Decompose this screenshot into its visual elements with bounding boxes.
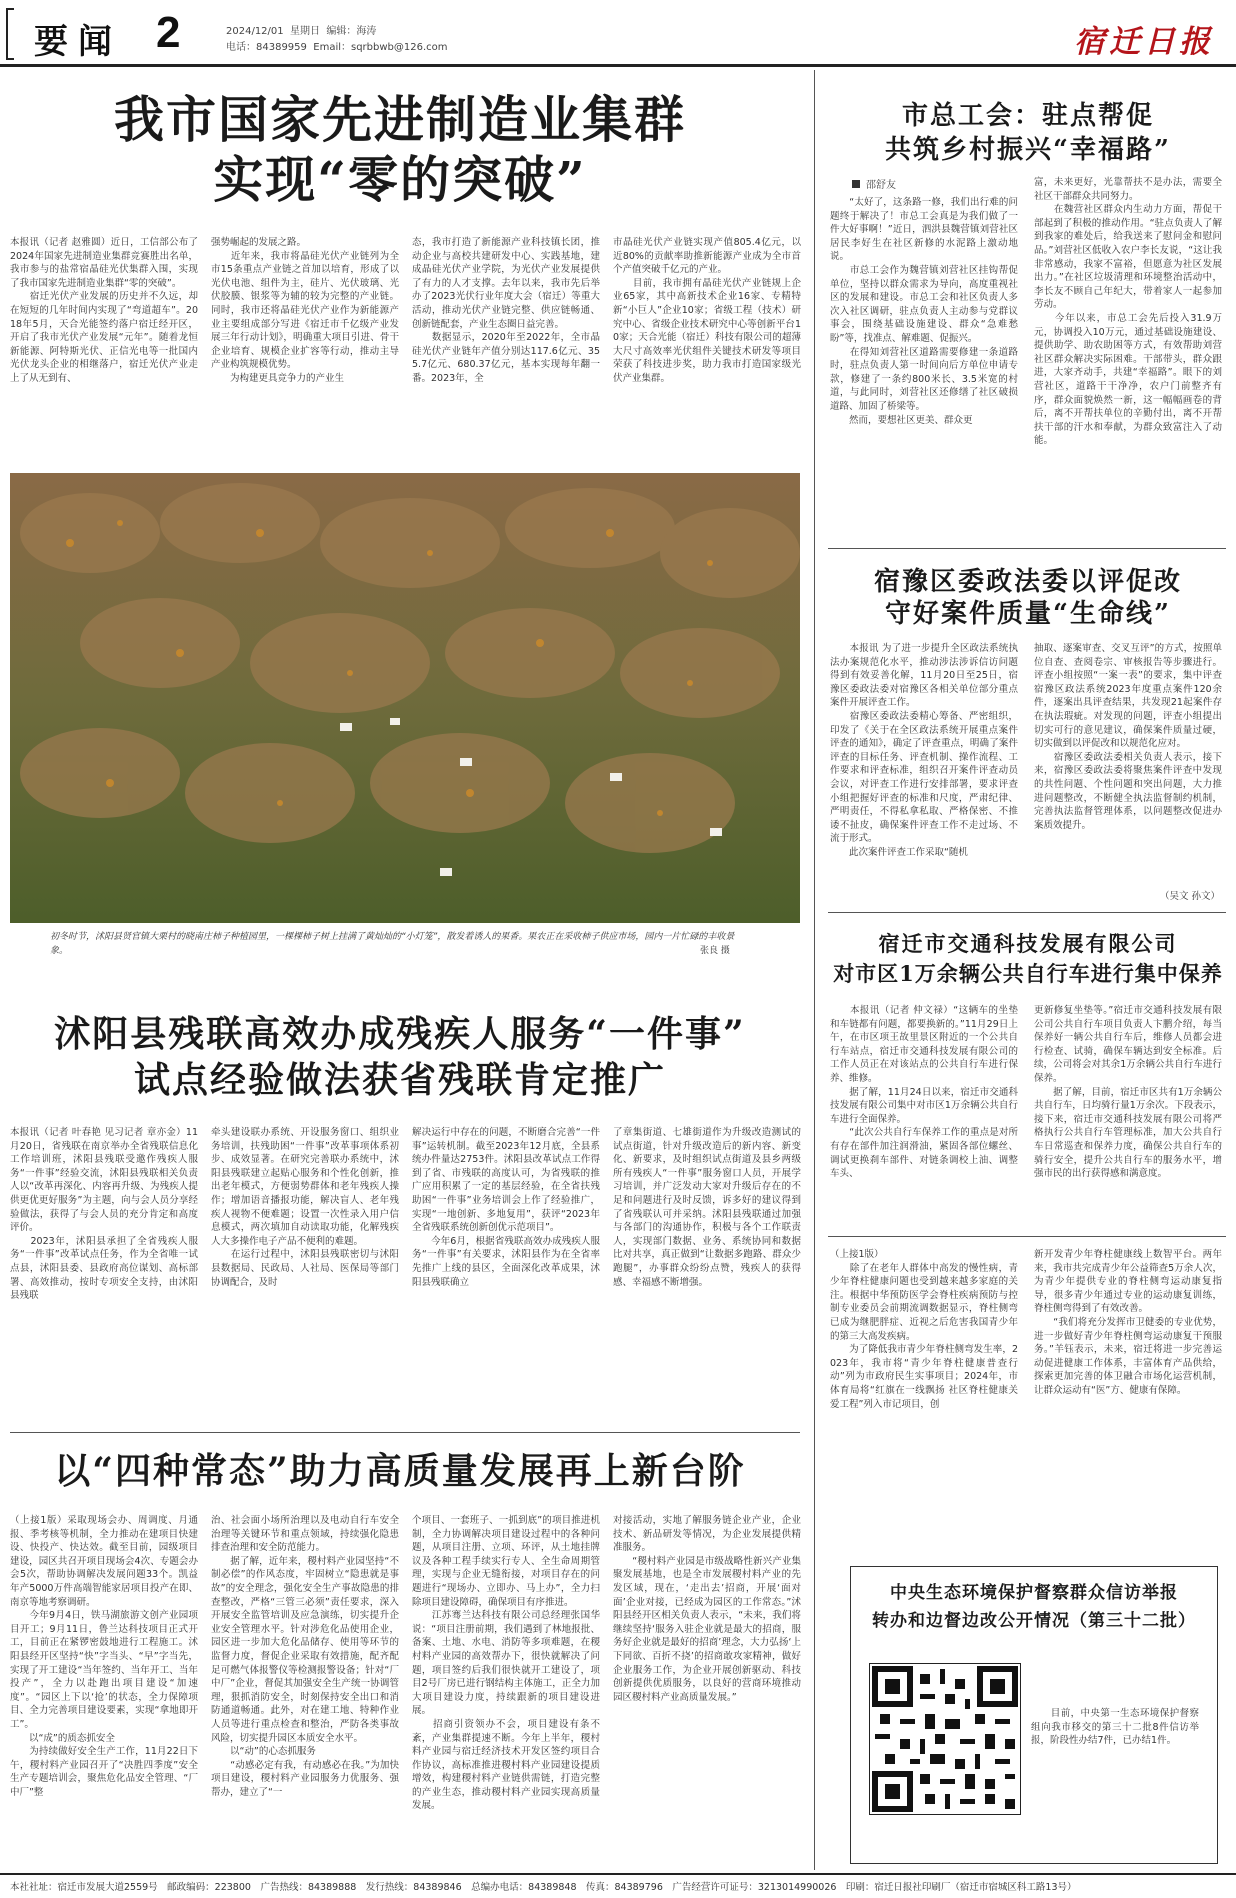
lead-col-4: 市晶硅光伏产业链实现产值805.4亿元，以近80%的贡献率助推新能源产业成为全市首个产值突破千亿元的产业。 目前，我市拥有晶硅光伏产业链规上企业65家，其中高新技术企业16家、专精特新“小巨人”企业10家；省级工程（技术）研究中心、省级企业技术研究中心等创新平台10家；天合光能（宿迁）科技有限公司的超薄大尺寸高效率光伏组件关键技术研发等项目荣获了科技进步奖，助力我市打造国家级光伏产业集群。 <box>613 237 801 384</box>
right-c-separator <box>828 1236 1226 1237</box>
right-a-author: 邵舒友 <box>866 180 896 191</box>
date-line: 2024/12/01 星期日 编辑：海涛 <box>226 26 377 37</box>
right-a-title-line1: 市总工会：驻点帮促 <box>901 101 1154 131</box>
notice-title-line2: 转办和边督边改公开情况（第三十二批） <box>872 1611 1196 1631</box>
notice-text: 目前，中央第一生态环境保护督察组向我市移交的第三十二批8件信访举报，阶段性办结7件，已办结1件。 <box>1031 1708 1199 1747</box>
right-b-col-1: 本报讯 为了进一步提升全区政法系统执法办案规范化水平，推动涉法涉诉信访问题得到有效妥善化解，11月20日至25日，宿豫区委政法委对宿豫区各相关单位部分重点案件开展评查工作。 宿豫区委政法委精心筹备、严密组织，印发了《关于在全区政法系统开展重点案件评查的通知》，确定了评查重点，明确了案件评查的目标任务、评查机制、操作流程、工作要求和评查标准，组织召开案件评查动员会议，对评查工作进行安排部署，要求评查小组把握好评查的标准和尺度，严肃纪律、严明责任，不得私拿私取、严格保密、不推诿不扯皮，确保案件评查工作不走过场、不流于形式。 此次案件评查工作采取“随机 <box>830 643 1018 858</box>
article3-col-2: 治、社会面小场所治理以及电动自行车安全治理等关键环节和重点领域，持续强化隐患排查治理和安全防范能力。 据了解，近年来，稷村料产业园坚持“不制必偿”的作风态度，牢固树立“隐患就是事故”的安全理念，强化安全生产事故隐患的排查整改，严格“三管三必须”责任要求，深入开展安全监管培训及应急演练，切实提升企业安全管理水平。针对涉危化品使用企业，园区进一步加大危化品储存、使用等环节的监督力度，督促企业采取有效措施，配齐配足可燃气体报警仪等检测报警设备；针对“厂中厂”企业，督促其加强安全生产统一协调管理，狠抓消防安全，时刻保持安全出口和消防通道畅通。此外，对在建工地、特种作业人员等进行重点检查和整治，严防各类事故风险，切实提升园区本质安全水平。 以“动”的心态抓服务 “动感必定有我，有动感必在我。”为加快项目建设，稷村料产业园服务力优服务、强帮办，建立了“一 <box>211 1515 399 1798</box>
right-b-title-line2: 守好案件质量“生命线” <box>885 599 1171 629</box>
byline-marker-icon <box>852 180 860 188</box>
masthead <box>0 0 1236 66</box>
photo-caption: 初冬时节，沭阳县贤官镇大栗村的晓南庄柿子种植园里，一棵棵柿子树上挂满了黄灿灿的“小灯笼”，散发着诱人的果香。果农正在采收柿子供应市场，园内一片忙碌的丰收景象。 <box>50 932 735 956</box>
paper-name: 宿迁日报 <box>1074 24 1214 60</box>
persimmon-orchard-photo <box>10 473 800 923</box>
contact-line: 电话：84389959 Email：sqrbbwb@126.com <box>226 42 448 53</box>
lead-col-3: 态，我市打造了新能源产业科技镇长团，推动企业与高校共建研发中心、实践基地，建成晶硅光伏产业学院，为光伏产业发展提供了有力的人才支撑。去年以来，我市先后举办了2023光伏行业年度大会（宿迁）等重大活动，推动光伏产业链完整、供应链畅通、创新链配套，产业生态圈日益完善。 数据显示，2020年至2022年，全市晶硅光伏产业链年产值分别达117.6亿元、355.7亿元、680.37亿元，基本实现每年翻一番。2023年，全 <box>412 237 600 384</box>
right-a-separator <box>828 548 1226 549</box>
right-a-byline <box>852 176 896 191</box>
photo-caption-box <box>10 924 800 972</box>
lead-col-1: 本报讯（记者 赵雅圆）近日，工信部公布了2024年国家先进制造业集群竞赛胜出名单，我市参与的盐常宿晶硅光伏集群入围，实现了我市国家先进制造业集群“零的突破”。 宿迁光伏产业发展的历史并不久远，却在短短的几年时间内实现了“弯道超车”。2018年5月，天合光能签约落户宿迁经开区，开启了我市光伏产业发展“元年”。随着龙恒新能源、阿特斯光伏、正信光电等一批国内光伏龙头企业的相继落户，宿迁光伏产业走上了从无到有、 <box>10 237 198 384</box>
right-d-col-1: （上接1版） 除了在老年人群体中高发的慢性病，青少年脊柱健康问题也受到越来越多家庭的关注。根据中华预防医学会脊柱疾病预防与控制专业委员会前期流调数据显示，脊柱侧弯已成为继肥胖症、近视之后危害我国青少年的第三大高发疾病。 为了降低我市青少年脊柱侧弯发生率，2023年，我市将“青少年脊柱健康普查行动”列为市政府民生实事项目；2024年，市体育局将“红旗在一线飘扬 社区脊柱健康关爱工程”列入市记项目，创 <box>830 1249 1018 1410</box>
footer-rule <box>0 1873 1236 1875</box>
footer-text: 本社社址：宿迁市发展大道2559号 邮政编码：223800 广告热线：84389888 发行热线：84389846 总编办电话：84389848 传真：84389796 广告经营许可证号：3213014990026 印刷：宿迁日报社印刷厂（宿迁市宿城区科工路13号） <box>10 1882 1077 1893</box>
article3-col-4: 对接活动，实地了解服务链企业产业，企业技术、新品研发等情况，为企业发展提供精准服务。 “稷村料产业园是市级战略性新兴产业集聚发展基地，也是全市发展稷村料产业的先发区域，现在，‘走出去’招商，开展‘面对面’企业对接，已经成为园区的工作常态。”沭阳县经开区相关负责人表示，“未来，我们将继续坚持‘服务入驻企业就是最大的招商，服务好企业就是最好的招商’理念，大力弘扬‘上下同欲、百折不挠’的招商敢攻家精神，做好企业服务工作，为企业开展创新驱动、科技创新提供优质服务，以良好的营商环境推动园区稷村料产业高质量发展。” <box>613 1515 801 1703</box>
masthead-bracket-left <box>6 8 14 60</box>
right-a-title-line2: 共筑乡村振兴“幸福路” <box>885 135 1171 165</box>
right-c-title-line2: 对市区1万余辆公共自行车进行集中保养 <box>833 961 1223 986</box>
right-c-title-line1: 宿迁市交通科技发展有限公司 <box>878 931 1178 956</box>
article2-col-4: 了章集街道、七雄街道作为升级改造测试的试点街道，针对升级改造后的新内容、新变化、新要求，及时组织试点街道及县乡两级所有残疾人“一件事”服务窗口人员，开展学习培训，并广泛发动大家对升级后存在的不足和问题进行及时反馈，诉多好的建议得到了省残联认可并采纳。沭阳县残联通过加强与各部门的沟通协作，积极与各个工作联责人，实现部门数据、业务、系统协同和数据比对共享，真正做到“让数据多跑路、群众少跑腿”，办事群众纷纷点赞，残疾人的获得感、幸福感不断增强。 <box>613 1127 801 1288</box>
right-d-col-2: 新开发青少年脊柱健康线上数智平台。两年来，我市共完成青少年公益筛查5万余人次，为青少年提供专业的脊柱侧弯运动康复指导，很多青少年通过专业的运动康复训练，脊柱侧弯得到了有效改善。 “我们将充分发挥市卫健委的专业优势，进一步做好青少年脊柱侧弯运动康复干预服务。”羊钰表示，未来，宿迁将进一步完善运动促进健康工作体系，丰富体育产品供给，探索更加完善的体卫融合市场化运营机制，让群众运动有“医”方、健康有保障。 <box>1034 1249 1222 1396</box>
article3-title: 以“四种常态”助力高质量发展再上新台阶 <box>54 1450 746 1492</box>
masthead-rule <box>0 64 1236 67</box>
right-a-col-1: “太好了，这条路一修，我们出行难的问题终于解决了！市总工会真是为我们做了一件大好事啊！”近日，泗洪县魏营镇刘营社区居民李好生在社区新修的水泥路上激动地说。 市总工会作为魏营镇刘营社区挂钩帮促单位，坚持以群众需求为导向，高度重视社区的发展和建设。市总工会和社区负责人多次入社区调研，驻点负责人主动参与党群议事会，围绕基础设施建设、群众“急难愁盼”等，找准点、解难题、促振兴。 在得知刘营社区道路需要修建一条道路时，驻点负责人第一时间向后方单位申请专款，修建了一条约800米长、3.5米宽的村道，与此同时，刘营社区还修缮了社区破损道路、加固了桥梁等。 然而，要想社区更美、群众更 <box>830 197 1018 426</box>
photo-credit: 张良 摄 <box>700 946 730 956</box>
orchard-illustration <box>10 473 800 923</box>
section-name: 要闻 <box>34 22 122 62</box>
article3-col-3: 个项目、一套班子、一抓到底”的项目推进机制，全力协调解决项目建设过程中的各种问题，从项目注册、立项、环评，从土地挂牌议及各种工程手续实行专人、全生命周期管理，实现与企业无缝衔接，对项目存在的问题进行“现场办、立即办、马上办”，全力扫除项目建设障碍，确保项目有序推进。 江苏骞兰达科技有限公司总经理张国华说：“项目注册前期，我们遇到了林地报批、备案、土地、水电、消防等多项难题，在稷村料产业园的高效帮办下，很快就解决了问题，项目签约后我们很快就开工建设了，项目2号厂房已进行钢结构主体施工，正全力加大项目建设力度，持续跟新的项目建设进展。 招商引资领办不会，项目建设有条不紊，产业集群提速不断。今年上半年，稷村料产业园与宿迁经济技术开发区签约项目合作协议，高标准推进稷村料产业园建设提质增效，构建稷村料产业链供需链，打造完整的产业生态，推动稷村料产业园实现高质量发展。 <box>412 1515 600 1812</box>
right-a-col-2: 富，未来更好，光靠帮扶不是办法，需要全社区干部群众共同努力。 在魏营社区群众内生动力方面，帮促干部起到了积极的推动作用。“驻点负责人了解到我家的难处后，给我送来了慰问金和慰问品。”刘营社区低收入农户李长友说，“这让我非常感动，我家不富裕，但愿意为社区发展出力。”在社区垃圾清理和环境整治活动中，李长友不顾自己年纪大，带着家人一起参加劳动。 今年以来，市总工会先后投入31.9万元，协调投入10万元，通过基础设施建设、提供助学、助农助困等方式，有效帮助刘营社区群众解决实际困难。干部带头，群众跟进，大家齐动手，共建“幸福路”。眼下的刘营社区，道路干干净净，农户门前整齐有序，群众面貌焕然一新，这一幅幅画卷的背后，离不开帮扶单位的辛勤付出，离不开帮扶干部的汗水和奉献，为群众致富注入了动能。 <box>1034 177 1222 447</box>
lead-col-2: 强势崛起的发展之路。 近年来，我市将晶硅光伏产业链列为全市15条重点产业链之首加以培育，形成了以光伏电池、组件为主，硅片、光伏玻璃、光伏胶膜、银浆等为辅的较为完整的产业链。同时，我市还将晶硅光伏产业作为新能源产业主要组成部分写进《宿迁市千亿级产业发展三年行动计划》，明确重大项目引进、骨干企业培育、规模企业扩容等行动，推动主导产业构筑规模优势。 为构建更具竞争力的产业生 <box>211 237 399 384</box>
right-b-signature: （吴文 孙文） <box>1159 891 1220 902</box>
article2-separator <box>10 1432 800 1433</box>
right-b-title-line1: 宿豫区委政法委以评促改 <box>873 567 1182 597</box>
lead-title-line1: 我市国家先进制造业集群 <box>114 90 686 149</box>
qr-pattern <box>870 1664 1020 1814</box>
right-b-col-2: 抽取、逐案审查、交叉互评”的方式，按照单位自查、查阅卷宗、审核报告等步骤进行。评查小组按照“一案一表”的要求，集中评查宿豫区政法系统2023年度重点案件120余件，逐案出具评查结果，共发现21起案件存在执法瑕疵。对发现的问题，评查小组提出切实可行的意见建议，确保案件质量过硬，切实做到以评促改和以规范化应对。 宿豫区委政法委相关负责人表示，接下来，宿豫区委政法委将聚焦案件评查中发现的共性问题、个性问题和突出问题，大力推进问题整改，不断健全执法监督制约机制，完善执法监督管理体系，以问题整改促进办案质效提升。 <box>1034 643 1222 831</box>
article2-title-line2: 试点经验做法获省残联肯定推广 <box>133 1059 666 1101</box>
article2-col-2: 牵头建设联办系统、开设服务窗口、组织业务培训，扶残助困“一件事”改革事项体系初步、成效显著。在研究完善联办系统中，沭阳县残联建立起贴心服务和个性化创新，推出老年模式，方便弱势群体和老年残疾人操作；增加语音播报功能，解决盲人、老年残疾人视物不便难题；设置一次性录入用户信息模式，两次填加自动读取功能，化解残疾人大多操作电子产品不便利的难题。 在运行过程中，沭阳县残联密切与沭阳县数据局、民政局、人社局、医保局等部门协调配合，及时 <box>211 1127 399 1288</box>
article3-col-1: （上接1版）采取现场会办、周调度、月通报、季考核等机制，全力推动在建项目快建设、快投产、快达效。截至目前，园级项目建设，园区共召开项目现场会4次、专题会办会5次，帮助协调解决发展问题33个。凯益年产5000万件高端智能家居项目投产在即、南京等地考察调研。 今年9月4日，铁马湖旅游文创产业园项目开工；9月11日，鲁兰达科技项目正式开工，目前正在紧锣密鼓地进行工程施工。沭阳县经开区坚持“快”字当头、“早”字当先，实现了开工建设“当年签约、当年开工、当年投产”，全力以赴跑出项目建设“加速度”。“园区上下以‘抢’的状态，全力保障项目、全力完善项目建设要素，实现“拿地即开工”。 以“成”的质态抓安全 为持续做好安全生产工作，11月22日下午，稷村料产业园召开了“决胜四季度”安全生产专题培训会，聚焦危化品安全管理、“厂中厂”整 <box>10 1515 198 1798</box>
right-c-col-2: 更新修复坐垫等。”宿迁市交通科技发展有限公司公共自行车项目负责人卞鹏介绍，每当保养好一辆公共自行车后，维修人员都会进行检查、试骑，确保车辆达到安全标准。后续，公司将会对其余1万余辆公共自行车进行保养。 据了解，目前，宿迁市区共有1万余辆公共自行车，日均骑行量1万余次。下段表示，接下来，宿迁市交通科技发展有限公司将严格执行公共自行车管理标准，加大公共自行车日常巡查和保养力度，确保公共自行车的骑行安全，提升公共自行车的服务水平，增强市民的出行获得感和满意度。 <box>1034 1005 1222 1180</box>
lead-title-line2: 实现“零的突破” <box>213 150 587 209</box>
right-b-separator <box>828 912 1226 913</box>
right-column-divider <box>814 70 815 1870</box>
notice-title-line1: 中央生态环境保护督察群众信访举报 <box>890 1583 1178 1603</box>
qr-code-icon <box>869 1663 1021 1815</box>
article2-title-line1: 沭阳县残联高效办成残疾人服务“一件事” <box>54 1013 746 1055</box>
right-c-col-1: 本报讯（记者 仲文禄）“这辆车的坐垫和车链都有问题，都要换新的。”11月29日上午，在市区项王故里景区附近的一个公共自行车站点，宿迁市交通科技发展有限公司的工作人员正在对该站点的公共自行车进行保养、维修。 据了解，11月24日以来，宿迁市交通科技发展有限公司集中对市区1万余辆公共自行车进行全面保养。 “此次公共自行车保养工作的重点是对所有存在部件加注润滑油，紧固各部位螺丝、调试更换刹车部件、对链条调校上油、调整车头、 <box>830 1005 1018 1180</box>
page-number: 2 <box>156 8 181 57</box>
notice-box <box>850 1566 1218 1864</box>
article2-col-3: 解决运行中存在的问题，不断磨合完善“一件事”运转机制。截至2023年12月底，全县系统办件量达2753件。沭阳县改革试点工作得到了省、市残联的高度认可，为省残联的推广应用积累了一定的基层经验，在全省扶残助困“一件事”业务培训会上作了经验推广，实现“一地创新、多地复用”，获评“2023年全省残联系统创新创优示范项目”。 今年6月，根据省残联高效办成残疾人服务“一件事”有关要求，沭阳县作为在全省率先推广上线的县区，全面深化改革成果，沭阳县残联确立 <box>412 1127 600 1288</box>
article2-col-1: 本报讯（记者 叶春艳 见习记者 章亦金）11月20日，省残联在南京举办全省残联信息化工作培训班，沭阳县残联受邀作残疾人服务“一件事”经验交流，沭阳县残联相关负责人以“改革再深化、内容再升级、为残疾人提供更优更好服务”为主题，向与会人员分享经验做法，获得了与会人员的充分肯定和高度评价。 2023年，沭阳县承担了全省残疾人服务“一件事”改革试点任务，作为全省唯一试点县，沭阳县委、县政府高位谋划、高标部署、高效推动，按时专项安全支持，由沭阳县残联 <box>10 1127 198 1302</box>
